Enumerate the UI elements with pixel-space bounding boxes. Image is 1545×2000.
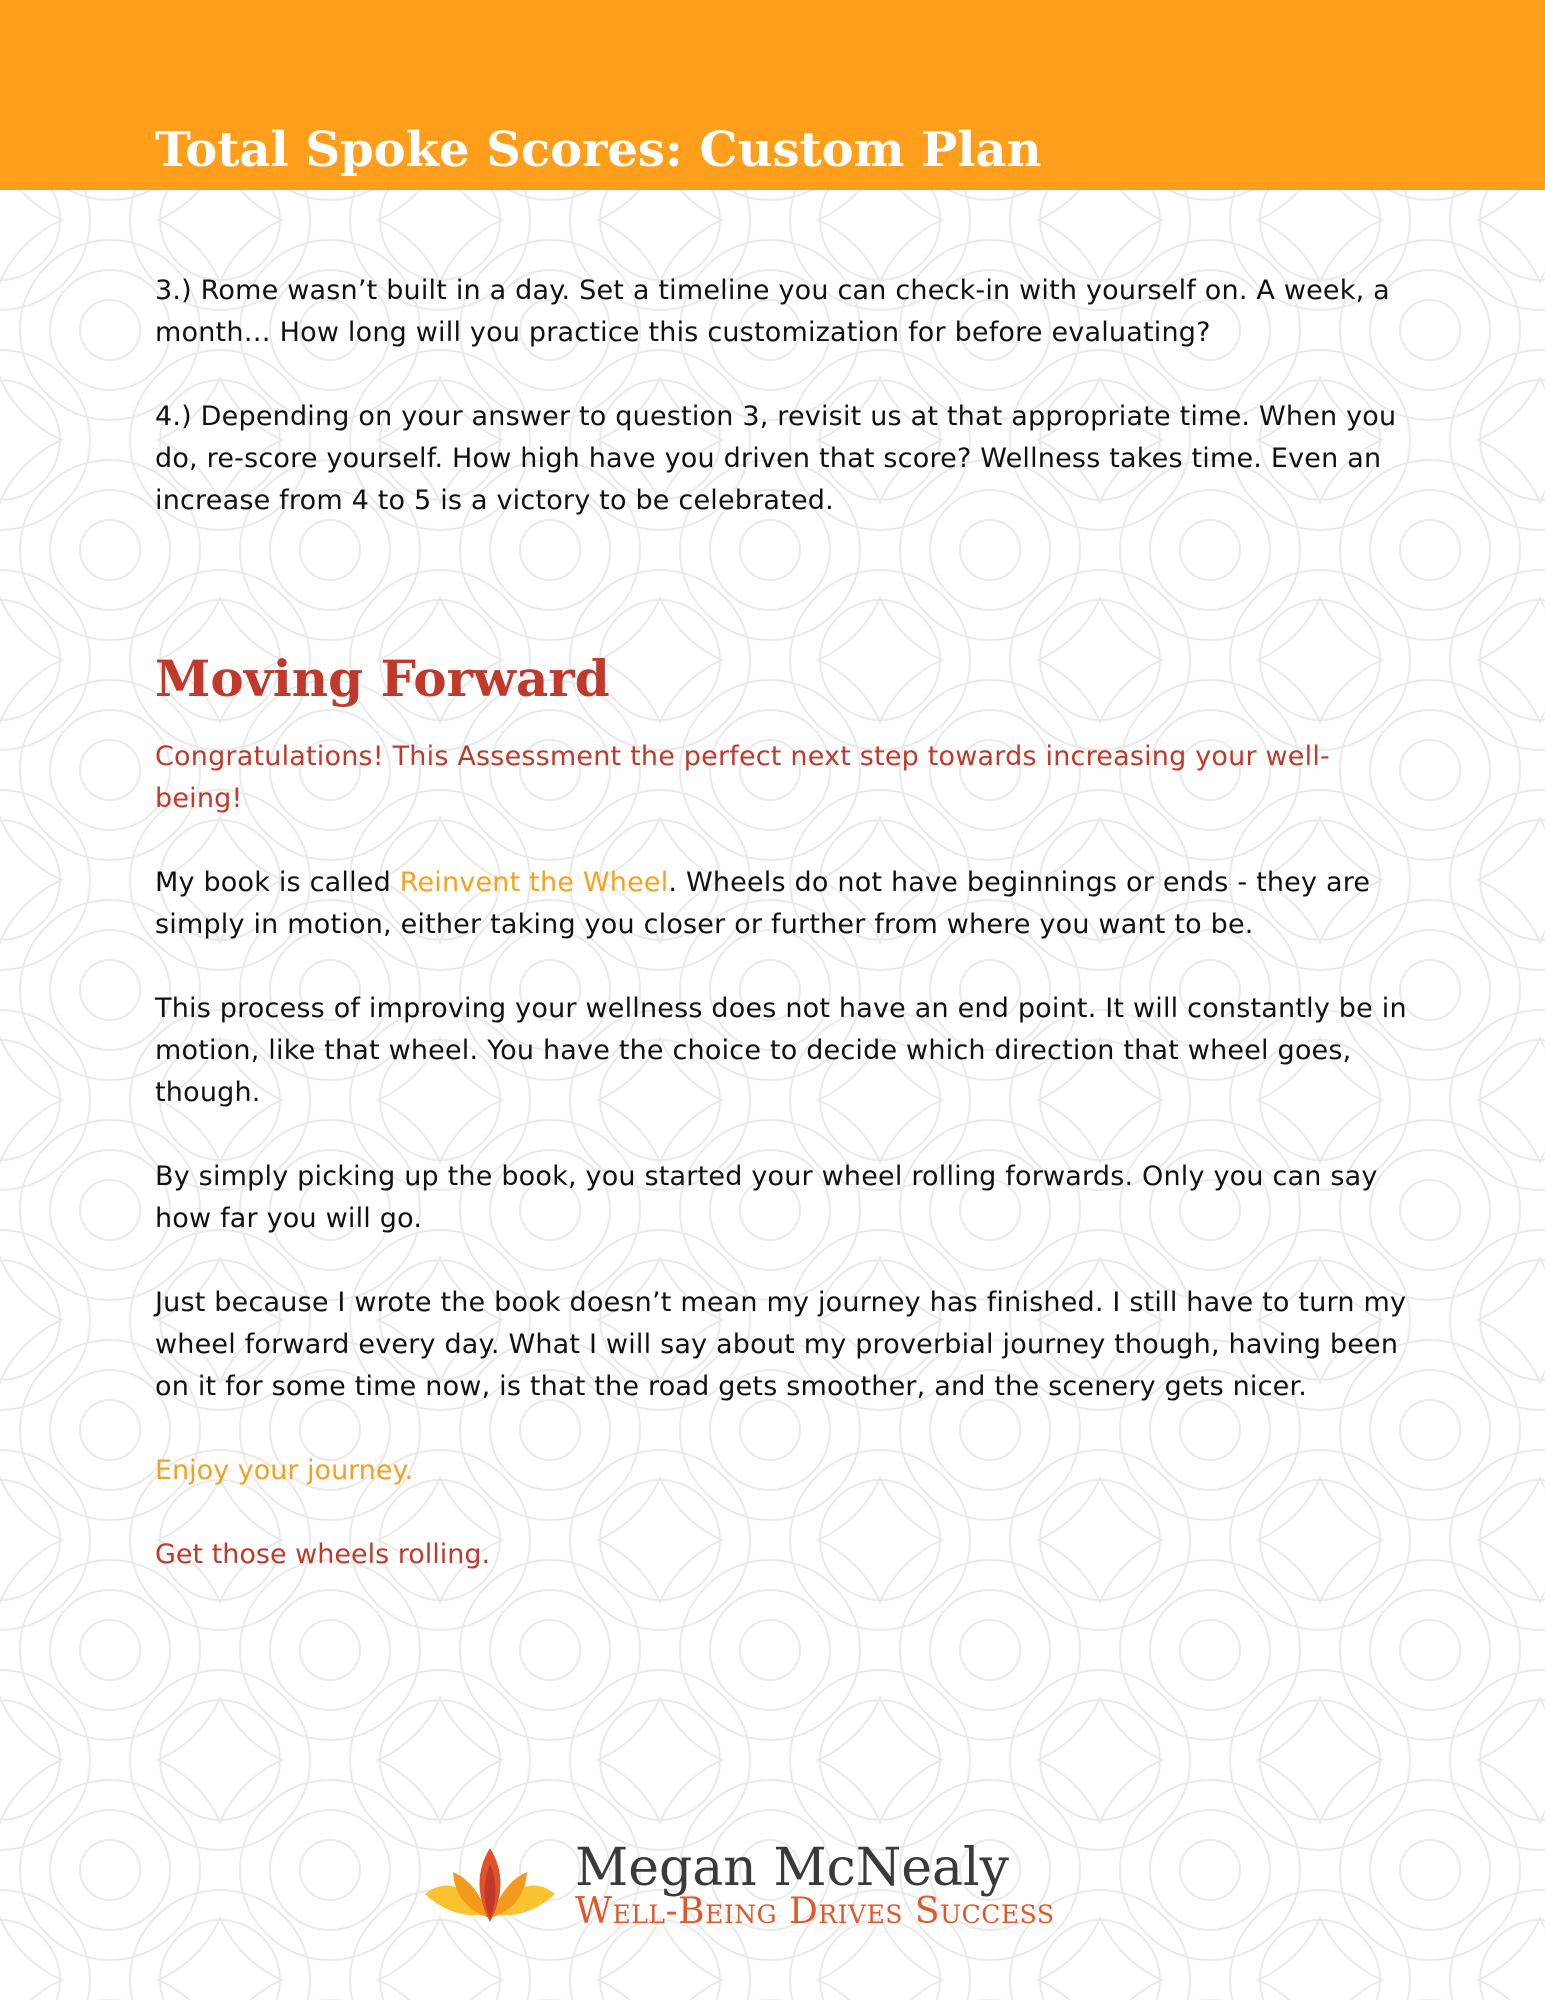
wheels-rolling-text: Get those wheels rolling. bbox=[155, 1539, 491, 1570]
book-intro-text: My book is called bbox=[155, 867, 400, 898]
page-title: Total Spoke Scores: Custom Plan bbox=[155, 122, 1042, 178]
book-rest-text: . Wheels do not have beginnings or ends - they are simply in motion, either taking you closer or further from where you want to be. bbox=[155, 867, 1371, 940]
congratulations-lead: Congratulations! This Assessment the perfect next step towards increasing your well-being! bbox=[155, 741, 1330, 814]
section-title-moving-forward: Moving Forward bbox=[155, 649, 610, 708]
process-paragraph: This process of improving your wellness does not have an end point. It will constantly be in motion, like that wheel. You have the choice to decide which direction that wheel goes, though. bbox=[155, 993, 1407, 1108]
lotus-flower-icon bbox=[415, 1842, 565, 1932]
brand-tagline: Well-Being Drives Success bbox=[575, 1891, 1055, 1932]
book-title-link[interactable]: Reinvent the Wheel bbox=[399, 867, 669, 898]
brand-name: Megan McNealy bbox=[575, 1838, 1009, 1898]
plan-item-4: 4.) Depending on your answer to question 3, revisit us at that appropriate time. When you do, re-score yourself. How high have you driven that score? Wellness takes time. Even an increase from 4 to 5 is a victory to be celebrated. bbox=[155, 401, 1397, 516]
enjoy-journey-text: Enjoy your journey. bbox=[155, 1455, 414, 1486]
book-paragraph bbox=[155, 862, 1415, 946]
main-content bbox=[155, 270, 1415, 1576]
picking-up-paragraph: By simply picking up the book, you started your wheel rolling forwards. Only you can say how far you will go. bbox=[155, 1161, 1378, 1234]
footer-logo bbox=[415, 1838, 1135, 1932]
header-band bbox=[0, 0, 1545, 190]
plan-item-3: 3.) Rome wasn’t built in a day. Set a timeline you can check-in with yourself on. A week, a month… How long will you practice this customization for before evaluating? bbox=[155, 275, 1390, 348]
journey-paragraph: Just because I wrote the book doesn’t mean my journey has finished. I still have to turn my wheel forward every day. What I will say about my proverbial journey though, having been on it for some time now, is that the road gets smoother, and the scenery gets nicer. bbox=[155, 1287, 1407, 1402]
